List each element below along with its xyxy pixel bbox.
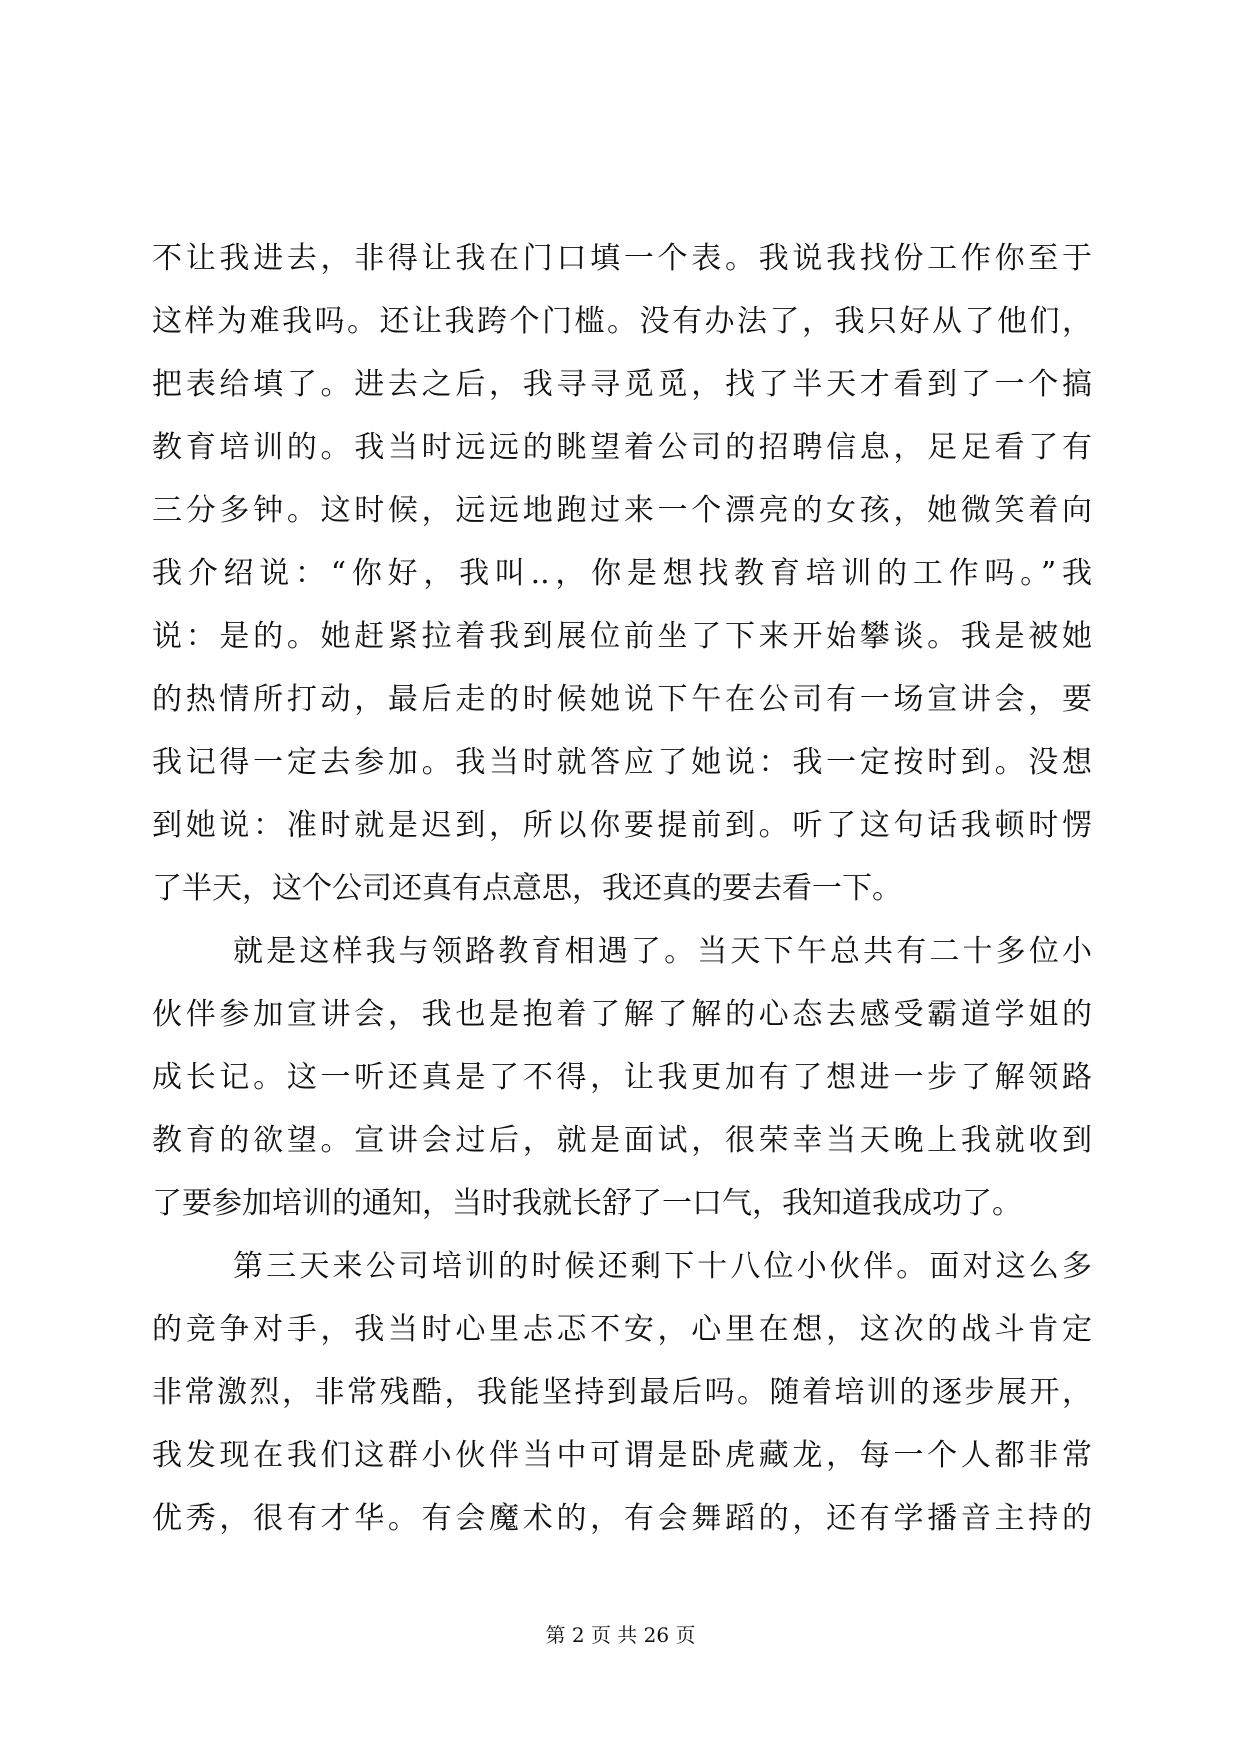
text-line: 不让我进去，非得让我在门口填一个表。我说我找份工作你至于: [152, 241, 1092, 276]
text-line: 优秀，很有才华。有会魔术的，有会舞蹈的，还有学播音主持的: [152, 1501, 1092, 1536]
text-line: 教育的欲望。宣讲会过后，就是面试，很荣幸当天晚上我就收到: [152, 1123, 1092, 1158]
page-number-footer: 第 2 页 共 26 页: [545, 1623, 696, 1647]
text-line: 到她说：准时就是迟到，所以你要提前到。听了这句话我顿时愣: [152, 808, 1092, 843]
text-line: 我发现在我们这群小伙伴当中可谓是卧虎藏龙，每一个人都非常: [152, 1438, 1092, 1473]
text-line: 成长记。这一听还真是了不得，让我更加有了想进一步了解领路: [152, 1060, 1092, 1095]
text-line: 的热情所打动，最后走的时候她说下午在公司有一场宣讲会，要: [152, 682, 1092, 717]
text-line: 我介绍说：“你好，我叫..，你是想找教育培训的工作吗。”我: [152, 556, 1092, 591]
text-line: 说：是的。她赶紧拉着我到展位前坐了下来开始攀谈。我是被她: [152, 619, 1092, 654]
text-line: 非常激烈，非常残酷，我能坚持到最后吗。随着培训的逐步展开，: [152, 1375, 1092, 1410]
text-line: 三分多钟。这时候，远远地跑过来一个漂亮的女孩，她微笑着向: [152, 493, 1092, 528]
text-line: 第三天来公司培训的时候还剩下十八位小伙伴。面对这么多: [233, 1249, 1092, 1284]
text-line: 伙伴参加宣讲会，我也是抱着了解了解的心态去感受霸道学姐的: [152, 997, 1092, 1032]
text-line: 了半天，这个公司还真有点意思，我还真的要去看一下。: [152, 871, 902, 906]
text-line: 我记得一定去参加。我当时就答应了她说：我一定按时到。没想: [152, 745, 1092, 780]
text-line: 就是这样我与领路教育相遇了。当天下午总共有二十多位小: [233, 934, 1092, 969]
text-line: 这样为难我吗。还让我跨个门槛。没有办法了，我只好从了他们，: [152, 304, 1092, 339]
text-line: 教育培训的。我当时远远的眺望着公司的招聘信息，足足看了有: [152, 430, 1092, 465]
text-line: 的竞争对手，我当时心里忐忑不安，心里在想，这次的战斗肯定: [152, 1312, 1092, 1347]
text-line: 把表给填了。进去之后，我寻寻觅觅，找了半天才看到了一个搞: [152, 367, 1092, 402]
body-text: [152, 227, 1092, 1550]
text-line: 了要参加培训的通知，当时我就长舒了一口气，我知道我成功了。: [152, 1186, 1022, 1221]
